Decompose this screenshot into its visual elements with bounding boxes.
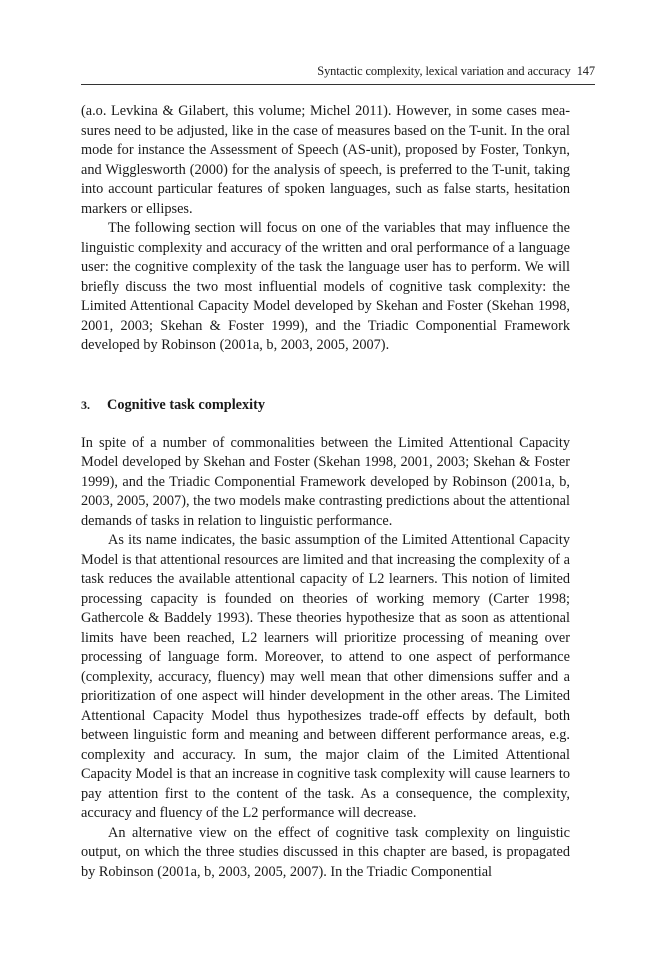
paragraph: An alternative view on the effect of cognitive task complexity on linguistic output, on which the three studies discussed in this chapter are based, is propagated by Robinson (2001a, b, 2003, 2005, 2007). In the Triadic Componential xyxy=(81,824,570,880)
section-title: Cognitive task complexity xyxy=(107,396,266,413)
running-head xyxy=(81,62,595,80)
paragraph: As its name indicates, the basic assumption of the Limited Attentional Capacity Model is that attentional resources are limited and that increasing the complexity of a task reduces the available attentional capacity of L2 learners. This notion of limited processing capacity is founded on theories of working memory (Carter 1998; Gathercole & Baddely 1993). These theories hypothesize that as soon as attentional limits have been reached, L2 learners will prioritize processing of meaning over processing of language form. Moreover, to attend to one aspect of performance (complexity, accuracy, fluency) may well mean that other dimensions suffer and a prioritization of one aspect will hinder development in the other areas. The Limited Attentional Capacity Model thus hypothesizes trade-off effects by default, both between linguistic form and meaning and between different performance areas, e.g. complexity and accuracy. In sum, the major claim of the Limited Attentional Capacity Model is that an increase in cognitive task complexity will cause learners to pay attention first to the content of the task. As a consequence, the complexity, accuracy and fluency of the L2 performance will decrease. xyxy=(81,532,570,821)
header-rule xyxy=(81,84,595,85)
paragraph: In spite of a number of commonalities between the Limited Attentional Capacity Model developed by Skehan and Foster (Skehan 1998, 2001, 2003; Skehan & Foster 1999), and the Triadic Componential Framework developed by Robinson (2001a, b, 2003, 2005, 2007), the two models make contrasting predictions about the attentional demands of tasks in relation to linguistic performance. xyxy=(81,434,570,529)
page-number: 147 xyxy=(576,64,595,78)
section-number: 3. xyxy=(81,397,90,412)
paragraph: The following section will focus on one of the variables that may influence the linguistic complexity and accuracy of the written and oral performance of a language user: the cognitive complexity of the task the language user has to perform. We will briefly discuss the two most influential models of cognitive task complexity: the Limited Attentional Capacity Model developed by Skehan and Foster (Skehan 1998, 2001, 2003; Skehan & Foster 1999), and the Triadic Componential Framework developed by Robinson (2001a, b, 2003, 2005, 2007). xyxy=(81,220,570,353)
paragraph: (a.o. Levkina & Gilabert, this volume; Michel 2011). However, in some cases measures need to be adjusted, like in the case of measures based on the T-unit. In the oral mode for instance the Assessment of Speech (AS-unit), proposed by Foster, Tonkyn, and Wigglesworth (2000) for the analysis of speech, is preferred to the T-unit, taking into account particular features of spoken languages, such as false starts, hesitation markers or ellipses. xyxy=(81,103,570,217)
running-title: Syntactic complexity, lexical variation and accuracy xyxy=(317,64,571,78)
body-text xyxy=(81,102,570,882)
section-heading xyxy=(81,395,570,415)
